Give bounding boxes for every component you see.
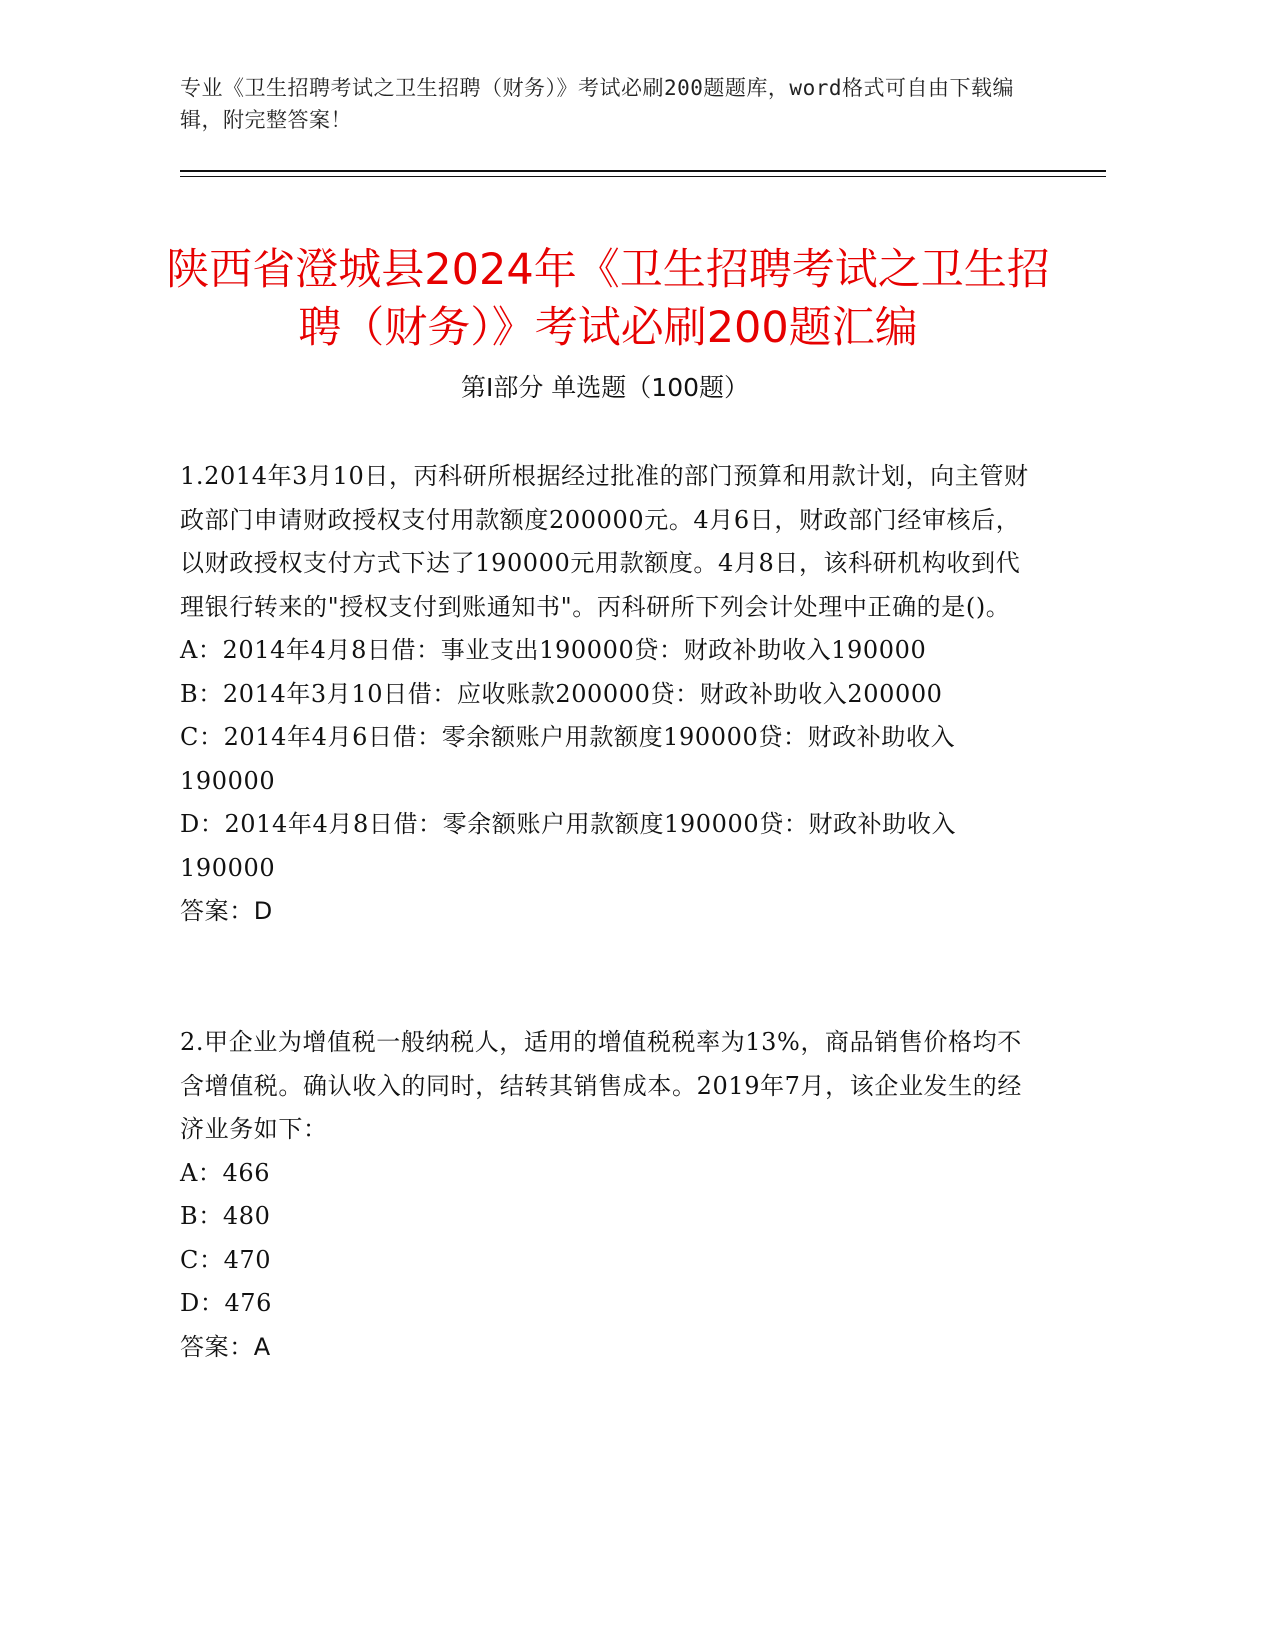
question-stem: 2.甲企业为增值税一般纳税人，适用的增值税税率为13%，商品销售价格均不含增值税。确认收入的同时，结转其销售成本。2019年7月，该企业发生的经济业务如下： bbox=[180, 1028, 1022, 1143]
header-divider-thin bbox=[180, 176, 1106, 177]
option-a: A：466 bbox=[180, 1158, 271, 1187]
question-1 bbox=[180, 455, 1040, 934]
option-d: D：476 bbox=[180, 1289, 273, 1317]
section-heading: 第Ⅰ部分 单选题（100题） bbox=[460, 373, 750, 402]
header-note: 专业《卫生招聘考试之卫生招聘（财务）》考试必刷200题题库，word格式可自由下载编辑，附完整答案！ bbox=[180, 76, 1014, 132]
option-a: A：2014年4月8日借：事业支出190000贷：财政补助收入190000 bbox=[180, 636, 927, 664]
header-divider-thick bbox=[180, 170, 1106, 172]
question-2 bbox=[180, 1021, 1040, 1369]
question-stem: 1.2014年3月10日，丙科研所根据经过批准的部门预算和用款计划，向主管财政部门申请财政授权支付用款额度200000元。4月6日，财政部门经审核后，以财政授权支付方式下达了190000元用款额度。4月8日，该科研机构收到代理银行转来的"授权支付到账通知书"。丙科研所下列会计处理中正确的是()。 bbox=[180, 462, 1029, 621]
option-b: B：2014年3月10日借：应收账款200000贷：财政补助收入200000 bbox=[180, 679, 943, 708]
document-title: 陕西省澄城县2024年《卫生招聘考试之卫生招聘（财务）》考试必刷200题汇编 bbox=[166, 244, 1050, 353]
option-b: B：480 bbox=[180, 1202, 271, 1230]
answer: 答案：A bbox=[180, 1332, 271, 1361]
option-d: D：2014年4月8日借：零余额账户用款额度190000贷：财政补助收入190000 bbox=[180, 810, 957, 882]
option-c: C：470 bbox=[180, 1245, 272, 1274]
answer: 答案：D bbox=[180, 897, 273, 925]
option-c: C：2014年4月6日借：零余额账户用款额度190000贷：财政补助收入190000 bbox=[180, 723, 956, 795]
